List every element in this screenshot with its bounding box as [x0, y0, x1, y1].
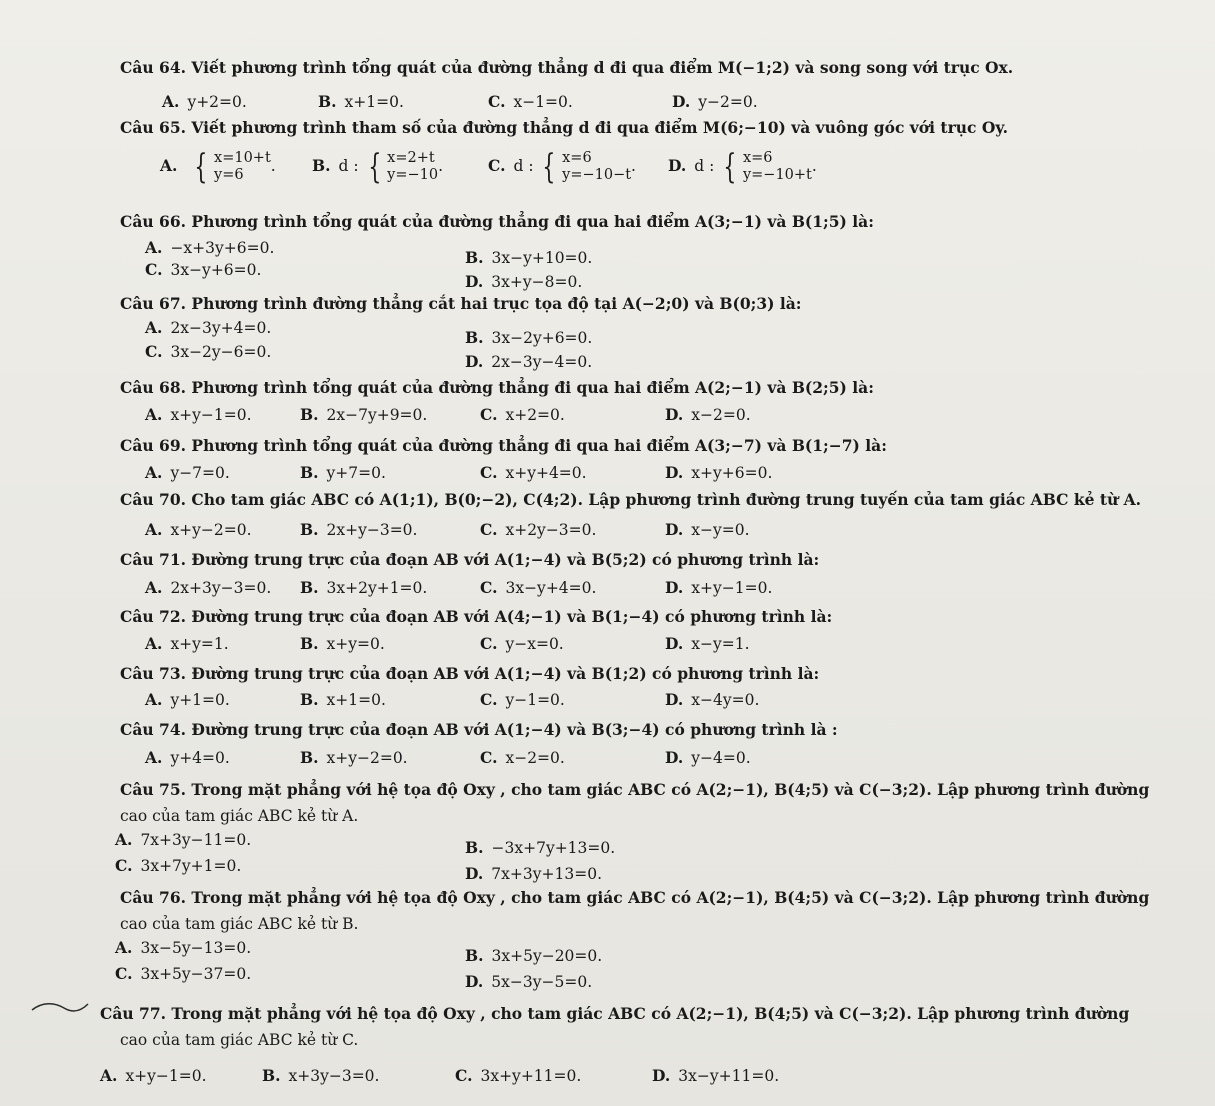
question-76-stem-cont: cao của tam giác ABC kẻ từ B.: [120, 915, 359, 933]
option-b: B. 3x+2y+1=0.: [300, 578, 428, 597]
option-b: B. x+1=0.: [318, 92, 404, 111]
option-d: D. x−2=0.: [665, 405, 751, 424]
question-67-options: [0, 318, 1215, 371]
brace-icon: {: [542, 147, 556, 187]
option-c: C. x−1=0.: [488, 92, 573, 111]
question-77-stem: Câu 77. Trong mặt phẳng với hệ tọa độ Oxy , cho tam giác ABC có A(2;−1), B(4;5) và C(−3;2). Lập phương trình đường: [100, 1004, 1130, 1023]
option-a: A. y+2=0.: [162, 92, 247, 111]
option-d: D. x−y=1.: [665, 634, 750, 653]
question-75-stem: Câu 75. Trong mặt phẳng với hệ tọa độ Oxy , cho tam giác ABC có A(2;−1), B(4;5) và C(−3;2). Lập phương trình đường: [120, 780, 1150, 799]
option-c: C. x+2y−3=0.: [480, 520, 597, 539]
option-b: B. −3x+7y+13=0.: [465, 838, 616, 857]
question-75-stem-cont: cao của tam giác ABC kẻ từ A.: [120, 807, 359, 825]
option-a: A. x+y−1=0.: [145, 405, 252, 424]
option-a: A. −x+3y+6=0.: [145, 238, 275, 257]
question-65-stem: Câu 65. Viết phương trình tham số của đường thẳng d đi qua điểm M(6;−10) và vuông góc với trục Oy.: [120, 118, 1008, 137]
question-77-stem-cont: cao của tam giác ABC kẻ từ C.: [120, 1031, 359, 1049]
equation-system: { x=2+t y=−10: [367, 147, 439, 187]
option-c: C. x+2=0.: [480, 405, 565, 424]
question-73-stem: Câu 73. Đường trung trực của đoạn AB với A(1;−4) và B(1;2) có phương trình là:: [120, 664, 820, 683]
option-d: D. y−2=0.: [672, 92, 758, 111]
option-b: B. d : { x=2+t y=−10 .: [312, 147, 444, 187]
equation-system: { x=6 y=−10+t: [723, 147, 812, 187]
option-a: A. x+y−2=0.: [145, 520, 252, 539]
question-66-options: [0, 238, 1215, 291]
option-c: C. x+y+4=0.: [480, 463, 587, 482]
option-b: B. 2x+y−3=0.: [300, 520, 418, 539]
question-72-stem: Câu 72. Đường trung trực của đoạn AB với A(4;−1) và B(1;−4) có phương trình là:: [120, 607, 833, 626]
option-d: D. x+y−1=0.: [665, 578, 773, 597]
option-b: B. 2x−7y+9=0.: [300, 405, 428, 424]
option-a: A. 2x+3y−3=0.: [145, 578, 272, 597]
option-c: C. 3x−y+6=0.: [145, 260, 262, 279]
option-a: A. x+y−1=0.: [100, 1066, 207, 1085]
option-d: D. y−4=0.: [665, 748, 751, 767]
option-c: C. x−2=0.: [480, 748, 565, 767]
question-69-stem: Câu 69. Phương trình tổng quát của đường thẳng đi qua hai điểm A(3;−7) và B(1;−7) là:: [120, 436, 887, 455]
question-68-stem: Câu 68. Phương trình tổng quát của đường thẳng đi qua hai điểm A(2;−1) và B(2;5) là:: [120, 378, 874, 397]
option-c: C. 3x+y+11=0.: [455, 1066, 582, 1085]
option-a: A. 3x−5y−13=0.: [115, 938, 252, 957]
option-d: D. 5x−3y−5=0.: [465, 972, 593, 991]
option-c: C. 3x+7y+1=0.: [115, 856, 242, 875]
option-d: D. 7x+3y+13=0.: [465, 864, 602, 883]
question-71-stem: Câu 71. Đường trung trực của đoạn AB với A(1;−4) và B(5;2) có phương trình là:: [120, 550, 820, 569]
option-d: D. 3x−y+11=0.: [652, 1066, 780, 1085]
option-c: C. 3x−y+4=0.: [480, 578, 597, 597]
option-c: C. 3x+5y−37=0.: [115, 964, 252, 983]
option-b: B. x+3y−3=0.: [262, 1066, 380, 1085]
option-a: A. { x=10+t y=6 .: [160, 147, 276, 187]
question-76-options: [0, 938, 1215, 991]
question-74-stem: Câu 74. Đường trung trực của đoạn AB với A(1;−4) và B(3;−4) có phương trình là :: [120, 720, 838, 739]
question-66-stem: Câu 66. Phương trình tổng quát của đường thẳng đi qua hai điểm A(3;−1) và B(1;5) là:: [120, 212, 874, 231]
option-a: A. 7x+3y−11=0.: [115, 830, 252, 849]
option-d: D. x+y+6=0.: [665, 463, 773, 482]
option-b: B. 3x−y+10=0.: [465, 248, 593, 267]
equation-system: { x=6 y=−10−t: [542, 147, 632, 187]
option-a: A. x+y=1.: [145, 634, 229, 653]
option-c: C. d : { x=6 y=−10−t .: [488, 147, 636, 187]
option-c: C. y−x=0.: [480, 634, 564, 653]
pen-mark-icon: [30, 1000, 90, 1014]
option-b: B. x+y=0.: [300, 634, 385, 653]
option-b: B. 3x−2y+6=0.: [465, 328, 593, 347]
question-76-stem: Câu 76. Trong mặt phẳng với hệ tọa độ Oxy , cho tam giác ABC có A(2;−1), B(4;5) và C(−3;2). Lập phương trình đường: [120, 888, 1150, 907]
option-b: B. x+1=0.: [300, 690, 386, 709]
option-b: B. x+y−2=0.: [300, 748, 408, 767]
option-d: D. x−4y=0.: [665, 690, 760, 709]
question-75-options: [0, 830, 1215, 883]
option-a: A. y+1=0.: [145, 690, 230, 709]
brace-icon: {: [194, 147, 208, 187]
option-c: C. 3x−2y−6=0.: [145, 342, 272, 361]
option-b: B. 3x+5y−20=0.: [465, 946, 603, 965]
equation-system: { x=10+t y=6: [194, 147, 271, 187]
option-a: A. y+4=0.: [145, 748, 230, 767]
brace-icon: {: [367, 147, 381, 187]
question-64-stem: Câu 64. Viết phương trình tổng quát của đường thẳng d đi qua điểm M(−1;2) và song song với trục Ox.: [120, 58, 1014, 77]
option-d: D. 2x−3y−4=0.: [465, 352, 593, 371]
option-d: D. 3x+y−8=0.: [465, 272, 583, 291]
option-d: D. x−y=0.: [665, 520, 750, 539]
question-65-options: [0, 147, 1215, 194]
option-a: A. y−7=0.: [145, 463, 230, 482]
question-70-stem: Câu 70. Cho tam giác ABC có A(1;1), B(0;−2), C(4;2). Lập phương trình đường trung tuyến của tam giác ABC kẻ từ A.: [120, 490, 1142, 509]
question-67-stem: Câu 67. Phương trình đường thẳng cắt hai trục tọa độ tại A(−2;0) và B(0;3) là:: [120, 294, 802, 313]
option-c: C. y−1=0.: [480, 690, 565, 709]
option-d: D. d : { x=6 y=−10+t .: [668, 147, 817, 187]
option-b: B. y+7=0.: [300, 463, 386, 482]
option-a: A. 2x−3y+4=0.: [145, 318, 272, 337]
brace-icon: {: [723, 147, 737, 187]
